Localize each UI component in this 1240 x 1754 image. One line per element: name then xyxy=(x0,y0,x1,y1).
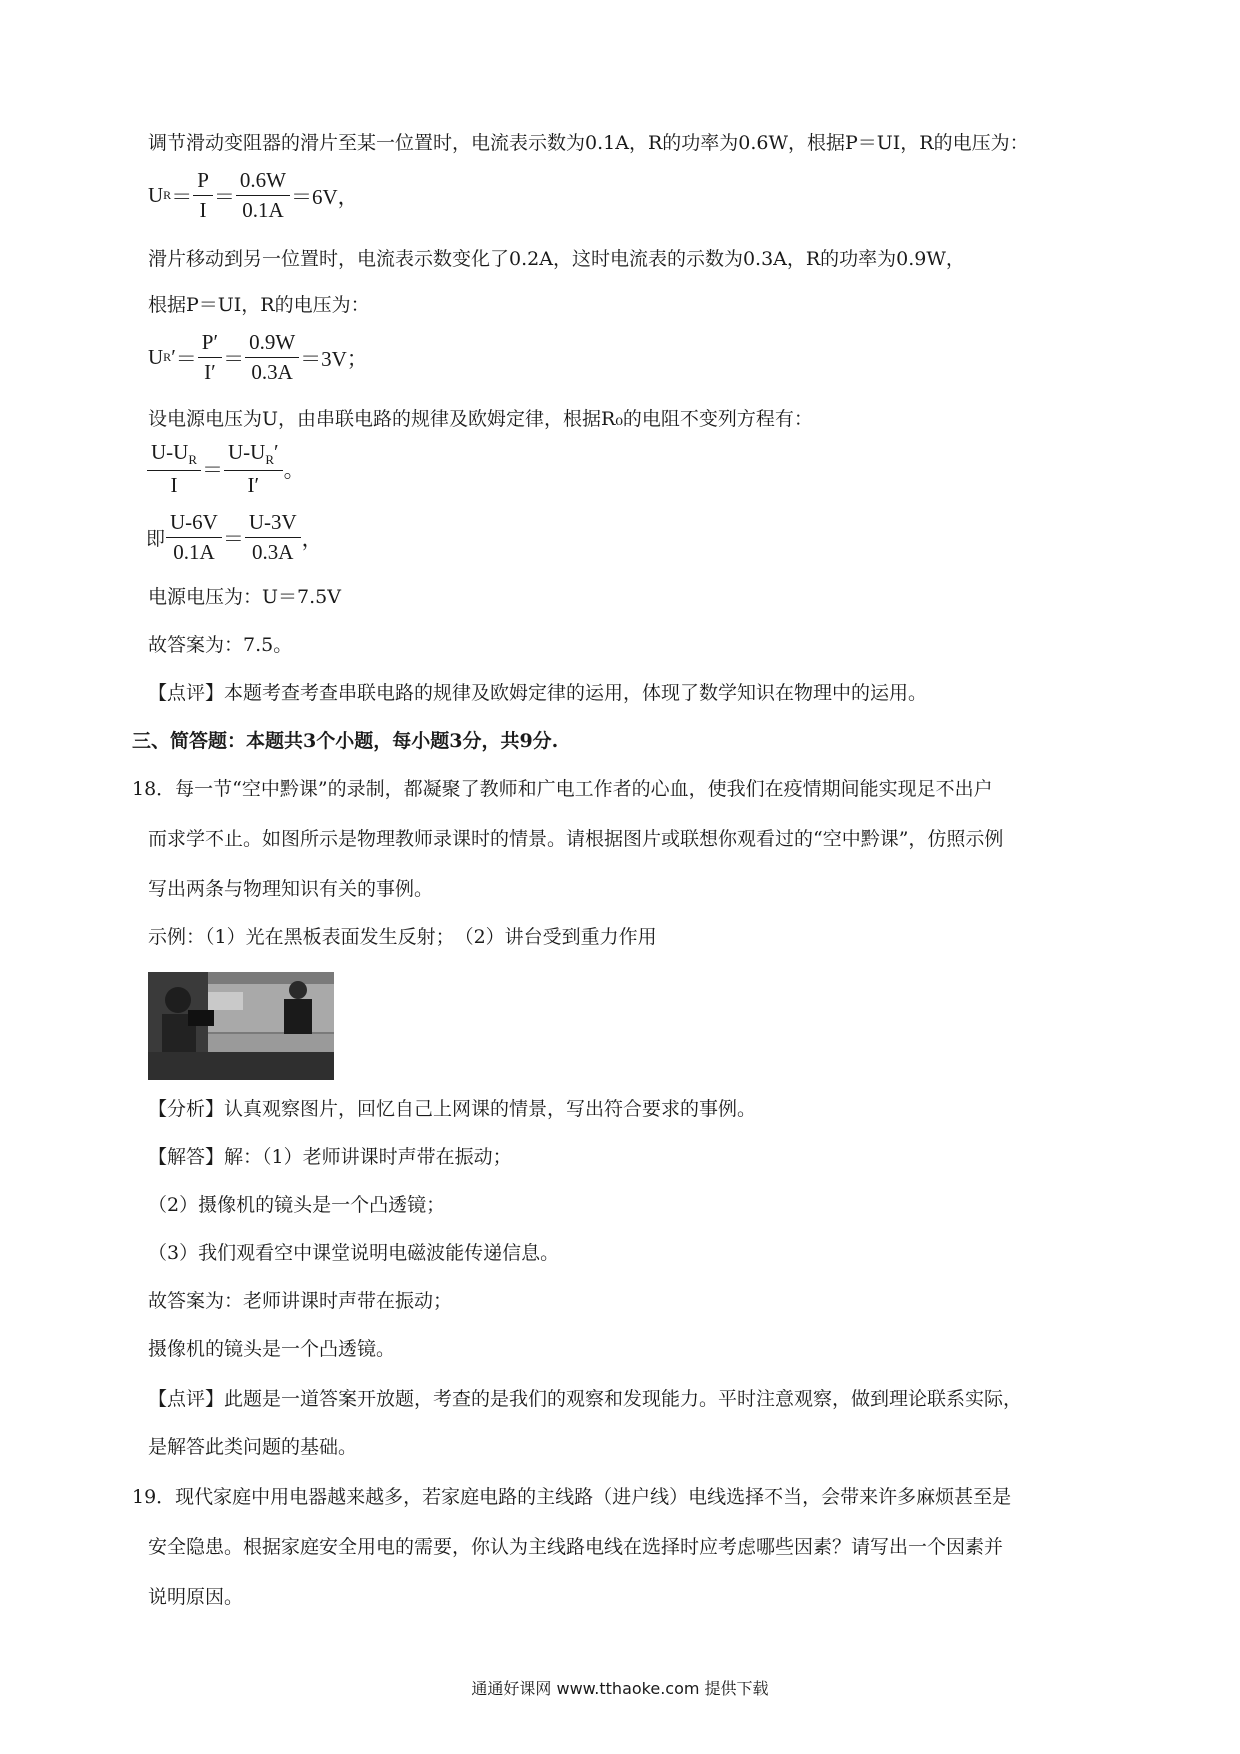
eq1-result: ＝6V， xyxy=(290,184,359,209)
eq2-fraction-1: $\frac{P'}{I'}$ xyxy=(198,330,222,385)
eq3-fraction-2: $\frac{U-U_R'}{I'}$ xyxy=(224,440,283,498)
q18-line-3: 写出两条与物理知识有关的事例。 xyxy=(148,878,434,900)
eq2-eq-2: ＝ xyxy=(223,346,245,371)
q18-comment-2: 是解答此类问题的基础。 xyxy=(148,1436,358,1458)
q18-analysis xyxy=(148,1100,1130,1119)
classroom-photo-drawing xyxy=(148,972,334,1080)
q19-line-3: 说明原因。 xyxy=(148,1586,244,1608)
calc-line-2: 滑片移动到另一位置时，电流表示数变化了0.2A，这时电流表的示数为0.3A，R的功率为0.9W， xyxy=(148,248,965,270)
q18-solution-3: （3）我们观看空中课堂说明电磁波能传递信息。 xyxy=(148,1242,560,1264)
q18-answer-2: 摄像机的镜头是一个凸透镜。 xyxy=(148,1338,396,1360)
q18-comment xyxy=(148,1390,1130,1409)
eq1-eq-2: ＝ xyxy=(213,184,235,209)
q18-comment-text: 此题是一道答案开放题，考查的是我们的观察和发现能力。平时注意观察，做到理论联系实际， xyxy=(224,1388,1023,1410)
equation-series xyxy=(146,440,305,498)
q18-example: 示例：（1）光在黑板表面发生反射； （2）讲台受到重力作用 xyxy=(148,926,657,948)
eq3-fraction-1: $\frac{U-U_R}{I}$ xyxy=(147,440,201,498)
solution-text: 解：（1）老师讲课时声带在振动； xyxy=(224,1146,512,1168)
eq2-lhs: U xyxy=(148,345,164,369)
solution-tag: 【解答】 xyxy=(148,1146,225,1168)
eq1-fraction-2: $\frac{0.6W}{0.1A}$ xyxy=(236,168,290,223)
eq2-fraction-2: $\frac{0.9W}{0.3A}$ xyxy=(245,330,299,385)
comment-text: 本题考查考查串联电路的规律及欧姆定律的运用，体现了数学知识在物理中的运用。 xyxy=(224,682,928,704)
eq2-result: ＝3V； xyxy=(300,346,368,371)
eq4-end: ， xyxy=(301,526,323,551)
q18-comment-tag: 【点评】 xyxy=(148,1388,225,1410)
calc-comment xyxy=(148,684,1130,703)
equation-substituted xyxy=(146,510,323,565)
section-heading: 三、简答题：本题共3个小题，每小题3分，共9分. xyxy=(132,730,559,752)
q19-line-2: 安全隐患。根据家庭安全用电的需要，你认为主线路电线在选择时应考虑哪些因素？请写出一个因素并 xyxy=(148,1536,1004,1558)
q18-solution-2: （2）摄像机的镜头是一个凸透镜； xyxy=(148,1194,446,1216)
eq4-fraction-2: $\frac{U-3V}{0.3A}$ xyxy=(245,510,301,565)
calc-line-1: 调节滑动变阻器的滑片至某一位置时，电流表示数为0.1A，R的功率为0.6W，根据P＝UI，R的电压为： xyxy=(148,132,1029,154)
page-footer: 通通好课网 www.tthaoke.com 提供下载 xyxy=(471,1679,769,1698)
eq2-sub: R xyxy=(163,350,172,364)
eq1-lhs: U xyxy=(148,183,164,207)
eq1-sub: R xyxy=(163,188,172,202)
q19-line-1: 19．现代家庭中用电器越来越多，若家庭电路的主线路（进户线）电线选择不当，会带来许多麻烦甚至是 xyxy=(132,1486,1012,1508)
equation-ur-prime xyxy=(148,330,368,385)
q18-solution xyxy=(148,1148,1130,1167)
calc-line-5: 电源电压为：U＝7.5V xyxy=(148,586,341,608)
q18-line-1: 18．每一节“空中黔课”的录制，都凝聚了教师和广电工作者的心血，使我们在疫情期间能实现足不出户 xyxy=(132,778,993,800)
eq4-eq: ＝ xyxy=(222,526,244,551)
eq1-fraction-1: $\frac{P}{I}$ xyxy=(193,168,213,223)
eq4-prefix: 即 xyxy=(146,529,166,550)
analysis-tag: 【分析】 xyxy=(148,1098,225,1120)
eq2-prime: ′ xyxy=(171,345,176,369)
equation-ur xyxy=(148,168,359,223)
eq4-fraction-1: $\frac{U-6V}{0.1A}$ xyxy=(166,510,222,565)
eq2-eq: ＝ xyxy=(175,346,197,371)
q18-line-2: 而求学不止。如图所示是物理教师录课时的情景。请根据图片或联想你观看过的“空中黔课”，仿照示例 xyxy=(148,828,1004,850)
calc-line-4: 设电源电压为U，由串联电路的规律及欧姆定律，根据R₀的电阻不变列方程有： xyxy=(148,408,813,430)
comment-tag: 【点评】 xyxy=(148,682,225,704)
classroom-photo xyxy=(148,972,334,1080)
calc-line-3: 根据P＝UI，R的电压为： xyxy=(148,294,370,316)
calc-answer: 故答案为：7.5。 xyxy=(148,634,293,656)
q18-answer-1: 故答案为：老师讲课时声带在振动； xyxy=(148,1290,453,1312)
eq3-eq: ＝ xyxy=(202,458,223,483)
analysis-text: 认真观察图片，回忆自己上网课的情景，写出符合要求的事例。 xyxy=(224,1098,757,1120)
eq1-eq: ＝ xyxy=(171,184,193,209)
eq3-end: 。 xyxy=(283,458,305,483)
